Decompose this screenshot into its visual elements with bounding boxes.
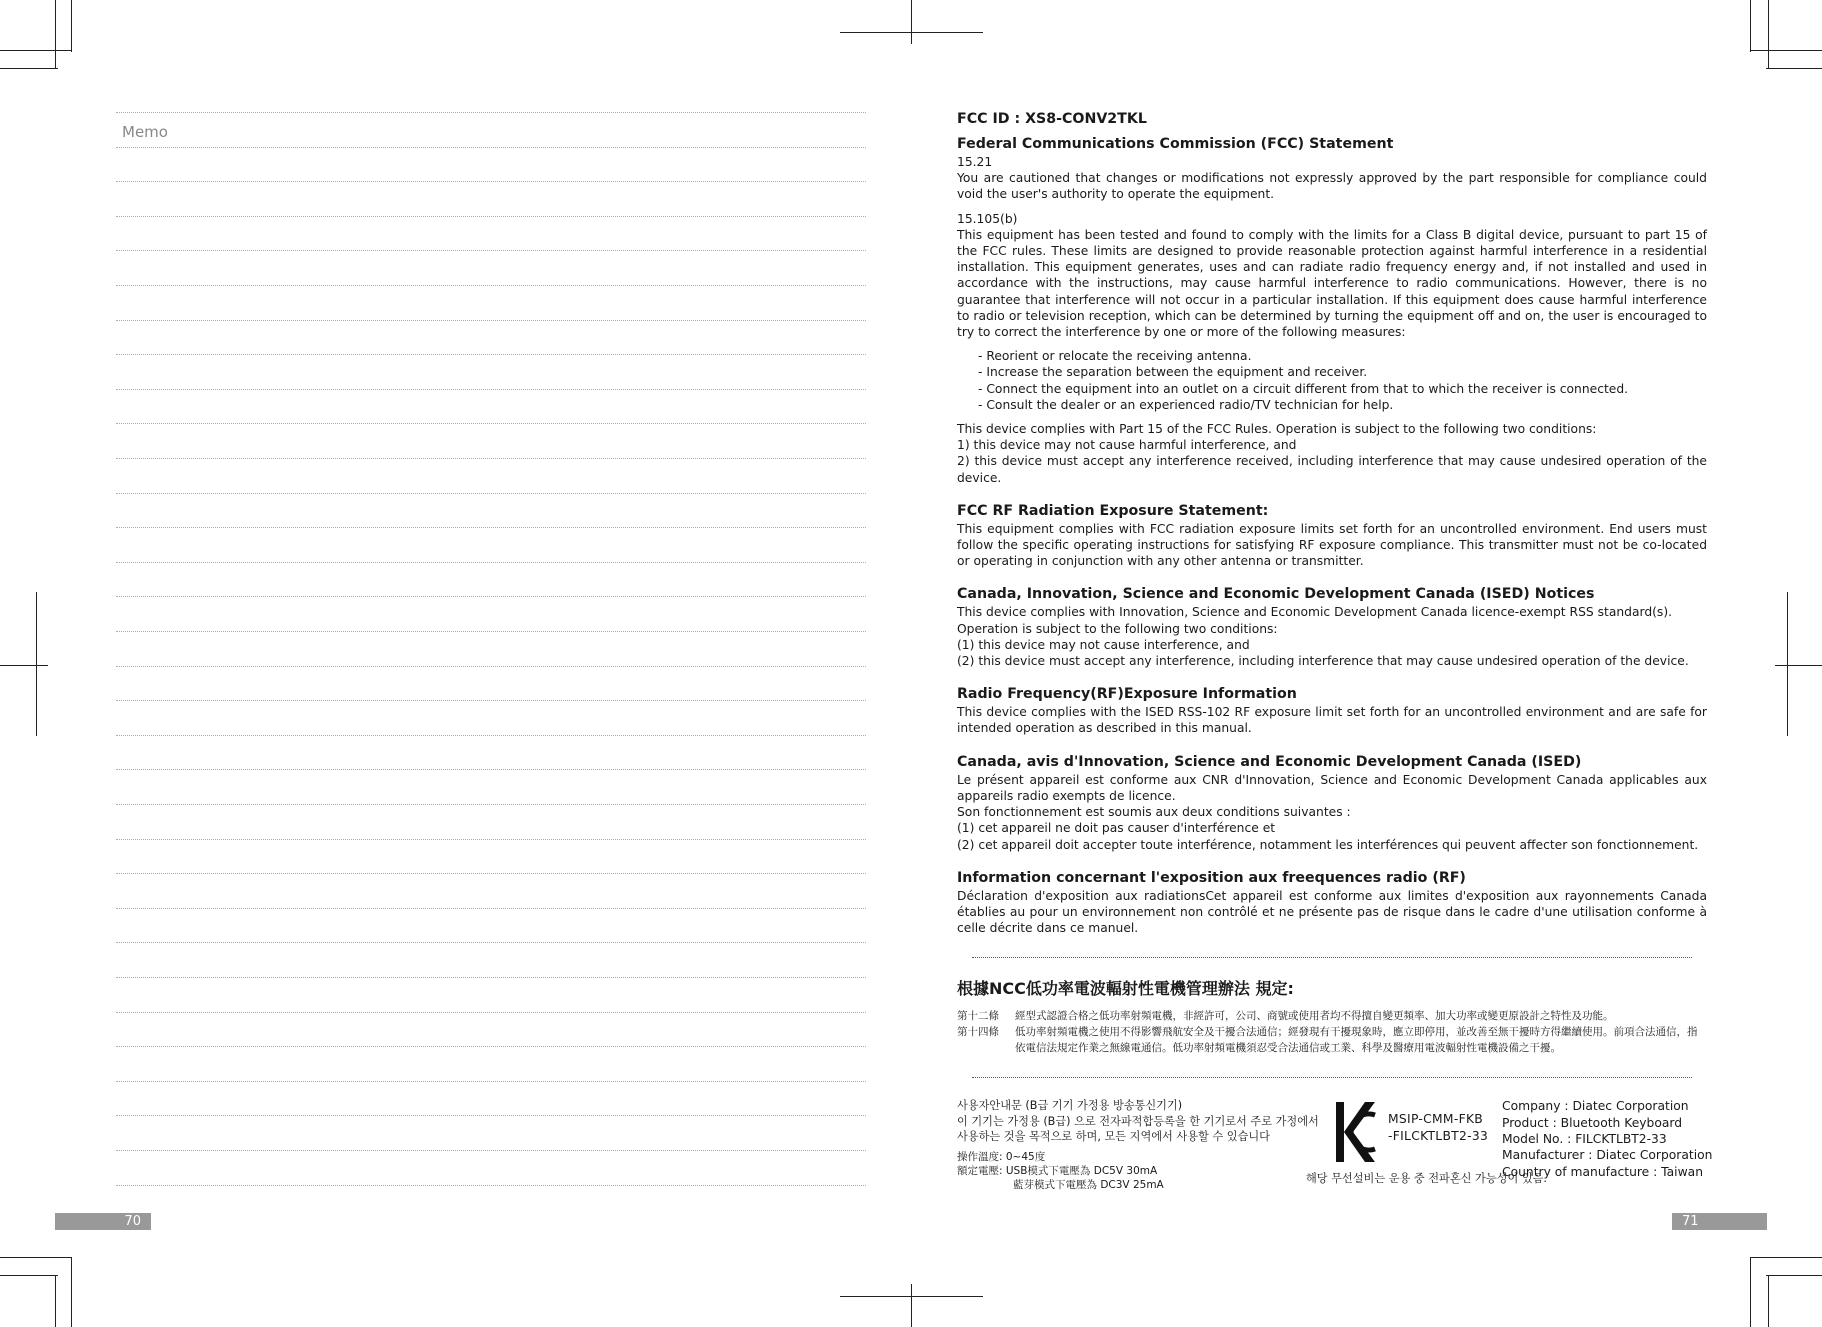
rated-voltage: 藍芽模式下電壓為 DC3V 25mA bbox=[1013, 1179, 1164, 1192]
crop-mark bbox=[1750, 0, 1751, 52]
memo-line bbox=[116, 423, 866, 424]
memo-line bbox=[116, 147, 866, 148]
memo-line bbox=[116, 354, 866, 355]
memo-line bbox=[116, 181, 866, 182]
fcc-condition: 1) this device may not cause harmful interference, and bbox=[957, 438, 1297, 453]
memo-line bbox=[116, 631, 866, 632]
operating-temperature: 操作溫度: 0~45度 bbox=[957, 1151, 1046, 1164]
ised-line: (1) this device may not cause interference, and bbox=[957, 637, 1250, 652]
memo-line bbox=[116, 839, 866, 840]
cert-line: MSIP-CMM-FKB bbox=[1388, 1112, 1484, 1127]
rf-fr-title: Information concernant l'exposition aux freequences radio (RF) bbox=[957, 869, 1466, 886]
memo-line bbox=[116, 908, 866, 909]
crop-mark bbox=[71, 1257, 72, 1327]
memo-label: Memo bbox=[122, 123, 168, 141]
ised-fr-title: Canada, avis d'Innovation, Science and Economic Development Canada (ISED) bbox=[957, 753, 1582, 770]
crop-mark bbox=[1768, 1275, 1769, 1327]
fcc-section-number: 15.21 bbox=[957, 155, 993, 169]
rated-voltage: 額定電壓: USB模式下電壓為 DC5V 30mA bbox=[957, 1165, 1158, 1178]
korea-line: 이 기기는 가정용 (B급) 으로 전자파적합등록을 한 기기로서 주로 가정에서 bbox=[957, 1114, 1319, 1128]
fcc-paragraph: You are cautioned that changes or modifications not expressly approved by the part responsible for compliance could void the user's authority to operate the equipment. bbox=[957, 171, 1707, 202]
product-name: Product : Bluetooth Keyboard bbox=[1502, 1115, 1683, 1130]
fcc-statement-title: Federal Communications Commission (FCC) Statement bbox=[957, 136, 1394, 152]
ncc-article-12 bbox=[957, 1008, 1707, 1024]
certification-block bbox=[957, 1098, 1713, 1192]
crop-mark bbox=[55, 1275, 56, 1327]
korea-line: 사용하는 것을 목적으로 하며, 모든 지역에서 사용할 수 있습니다 bbox=[957, 1130, 1270, 1144]
registration-mark bbox=[911, 0, 912, 44]
memo-area bbox=[116, 112, 866, 1184]
page-number-left bbox=[55, 1213, 151, 1230]
ncc-article-14 bbox=[957, 1024, 1707, 1056]
memo-line bbox=[116, 596, 866, 597]
ised-fr-line: (1) cet appareil ne doit pas causer d'interférence et bbox=[957, 821, 1276, 836]
korea-notice bbox=[957, 1098, 1337, 1145]
registration-mark bbox=[1775, 665, 1822, 666]
list-item: - Connect the equipment into an outlet on a circuit different from that to which the receiver is connected. bbox=[978, 381, 1629, 396]
ised-title: Canada, Innovation, Science and Economic Development Canada (ISED) Notices bbox=[957, 586, 1595, 603]
memo-line bbox=[116, 112, 866, 113]
memo-line bbox=[116, 1115, 866, 1116]
memo-line bbox=[116, 527, 866, 528]
regulatory-content bbox=[957, 110, 1713, 1192]
memo-line bbox=[116, 562, 866, 563]
ncc-article-label: 第十二條 bbox=[957, 1010, 999, 1023]
crop-mark bbox=[0, 1275, 58, 1276]
fcc-section-number: 15.105(b) bbox=[957, 211, 1018, 226]
crop-mark bbox=[0, 1257, 72, 1258]
memo-line bbox=[116, 493, 866, 494]
memo-line bbox=[116, 1185, 866, 1186]
ncc-article-text: 經型式認證合格之低功率射頻電機，非經許可，公司、商號或使用者均不得擅自變更頻率、加大功率或變更原設計之特性及功能。 bbox=[1015, 1010, 1614, 1023]
ised-line: (2) this device must accept any interference, including interference that may cause undesired operation of the device. bbox=[957, 654, 1689, 669]
crop-mark bbox=[1750, 1257, 1822, 1258]
crop-mark bbox=[1766, 1275, 1822, 1276]
crop-mark bbox=[55, 0, 56, 68]
memo-line bbox=[116, 1150, 866, 1151]
page-number-text: 71 bbox=[1682, 1214, 1699, 1229]
kc-cert-number bbox=[1388, 1111, 1488, 1144]
korea-line: 사용자안내문 (B급 기기 가정용 방송통신기기) bbox=[957, 1099, 1183, 1113]
manufacturer: Manufacturer : Diatec Corporation bbox=[1502, 1148, 1713, 1163]
company-name: Company : Diatec Corporation bbox=[1502, 1099, 1689, 1114]
memo-line bbox=[116, 389, 866, 390]
fcc-rf-title: FCC RF Radiation Exposure Statement: bbox=[957, 502, 1269, 519]
memo-line bbox=[116, 942, 866, 943]
crop-mark bbox=[1766, 68, 1822, 69]
crop-mark bbox=[0, 68, 58, 69]
company-info bbox=[1502, 1098, 1712, 1179]
fcc-rf-text: This equipment complies with FCC radiation exposure limits set forth for an uncontrolled environment. End users must follow the specific operating instructions for satisfying RF exposure compliance. This transmitter must not be co-located or operating in conjunction with any other antenna or transmitter. bbox=[957, 521, 1707, 569]
divider bbox=[972, 957, 1692, 958]
ncc-article-label: 第十四條 bbox=[957, 1026, 999, 1039]
ised-line: Operation is subject to the following two conditions: bbox=[957, 621, 1278, 636]
memo-line bbox=[116, 216, 866, 217]
registration-mark bbox=[911, 1284, 912, 1327]
crop-mark bbox=[1768, 0, 1769, 68]
cert-line: -FILCKTLBT2-33 bbox=[1388, 1128, 1489, 1143]
ncc-title: 根據NCC低功率電波輻射性電機管理辦法 規定: bbox=[957, 979, 1294, 999]
rf-info-text: This device complies with the ISED RSS-102 RF exposure limit set forth for an uncontrolled environment and are safe for intended operation as described in this manual. bbox=[957, 705, 1707, 736]
korea-interference-notice: 해당 무선설비는 운용 중 전파혼신 가능성이 있음. bbox=[1305, 1172, 1547, 1186]
registration-mark bbox=[36, 592, 37, 736]
ised-fr-line: Le présent appareil est conforme aux CNR d'Innovation, Science and Economic Development Canada applicables aux appareils radio exempts de licence. bbox=[957, 772, 1707, 803]
country-of-manufacture: Country of manufacture : Taiwan bbox=[1502, 1164, 1703, 1179]
memo-line bbox=[116, 1081, 866, 1082]
list-item: - Consult the dealer or an experienced radio/TV technician for help. bbox=[978, 397, 1394, 412]
memo-line bbox=[116, 458, 866, 459]
fcc-condition: 2) this device must accept any interference received, including interference that may cause undesired operation of the device. bbox=[957, 454, 1707, 485]
registration-mark bbox=[1787, 592, 1788, 736]
list-item: - Increase the separation between the equipment and receiver. bbox=[978, 365, 1368, 380]
memo-line bbox=[116, 735, 866, 736]
rf-fr-text: Déclaration d'exposition aux radiationsCet appareil est conforme aux limites d'exposition aux rayonnements Canada établies au pour un environnement non contrôlé et ne présente pas de risque dans le cadre d'une utilisation conforme à celle décrite dans ce manuel. bbox=[957, 888, 1707, 936]
memo-line bbox=[116, 1012, 866, 1013]
crop-mark bbox=[1750, 50, 1822, 51]
memo-line bbox=[116, 1046, 866, 1047]
fcc-paragraph: This equipment has been tested and found to comply with the limits for a Class B digital device, pursuant to part 15 of the FCC rules. These limits are designed to provide reasonable protection against harmful interference in a residential installation. This equipment generates, uses and can radiate radio frequency energy and, if not installed and used in accordance with the instructions, may cause harmful interference to radio communications. However, there is no guarantee that interference will not occur in a particular installation. If this equipment does cause harmful interference to radio or television reception, which can be determined by turning the equipment off and on, the user is encouraged to try to correct the interference by one or more of the following measures: bbox=[957, 227, 1707, 340]
model-number: Model No. : FILCKTLBT2-33 bbox=[1502, 1131, 1667, 1146]
crop-mark bbox=[1750, 1257, 1751, 1327]
memo-line bbox=[116, 700, 866, 701]
crop-mark bbox=[0, 50, 72, 51]
memo-line bbox=[116, 977, 866, 978]
rf-info-title: Radio Frequency(RF)Exposure Information bbox=[957, 686, 1297, 703]
page-number-right bbox=[1672, 1213, 1767, 1230]
page-number-text: 70 bbox=[124, 1214, 141, 1229]
ised-fr-line: (2) cet appareil doit accepter toute interférence, notamment les interférences qui peuvent affecter son fonctionnement. bbox=[957, 837, 1699, 852]
memo-line bbox=[116, 769, 866, 770]
memo-line bbox=[116, 285, 866, 286]
fcc-paragraph: This device complies with Part 15 of the FCC Rules. Operation is subject to the following two conditions: bbox=[957, 422, 1597, 437]
crop-mark bbox=[71, 0, 72, 52]
memo-line bbox=[116, 320, 866, 321]
ncc-article-text: 低功率射頻電機之使用不得影響飛航安全及干擾合法通信；經發現有干擾現象時，應立即停用，並改善至無干擾時方得繼續使用。前項合法通信，指依電信法規定作業之無線電通信。低功率射頻電機須忍受合法通信或工業、科學及醫療用電波輻射性電機設備之干擾。 bbox=[1015, 1026, 1698, 1055]
measures-list bbox=[957, 348, 1707, 413]
kc-mark-icon bbox=[1335, 1101, 1377, 1163]
memo-line bbox=[116, 804, 866, 805]
list-item: - Reorient or relocate the receiving antenna. bbox=[978, 349, 1252, 364]
ised-line: This device complies with Innovation, Science and Economic Development Canada licence-exempt RSS standard(s). bbox=[957, 605, 1673, 620]
registration-mark bbox=[0, 665, 48, 666]
memo-line bbox=[116, 250, 866, 251]
memo-line bbox=[116, 873, 866, 874]
fcc-id: FCC ID : XS8-CONV2TKL bbox=[957, 111, 1147, 127]
divider bbox=[972, 1077, 1692, 1078]
ised-fr-line: Son fonctionnement est soumis aux deux conditions suivantes : bbox=[957, 805, 1351, 820]
memo-line bbox=[116, 666, 866, 667]
